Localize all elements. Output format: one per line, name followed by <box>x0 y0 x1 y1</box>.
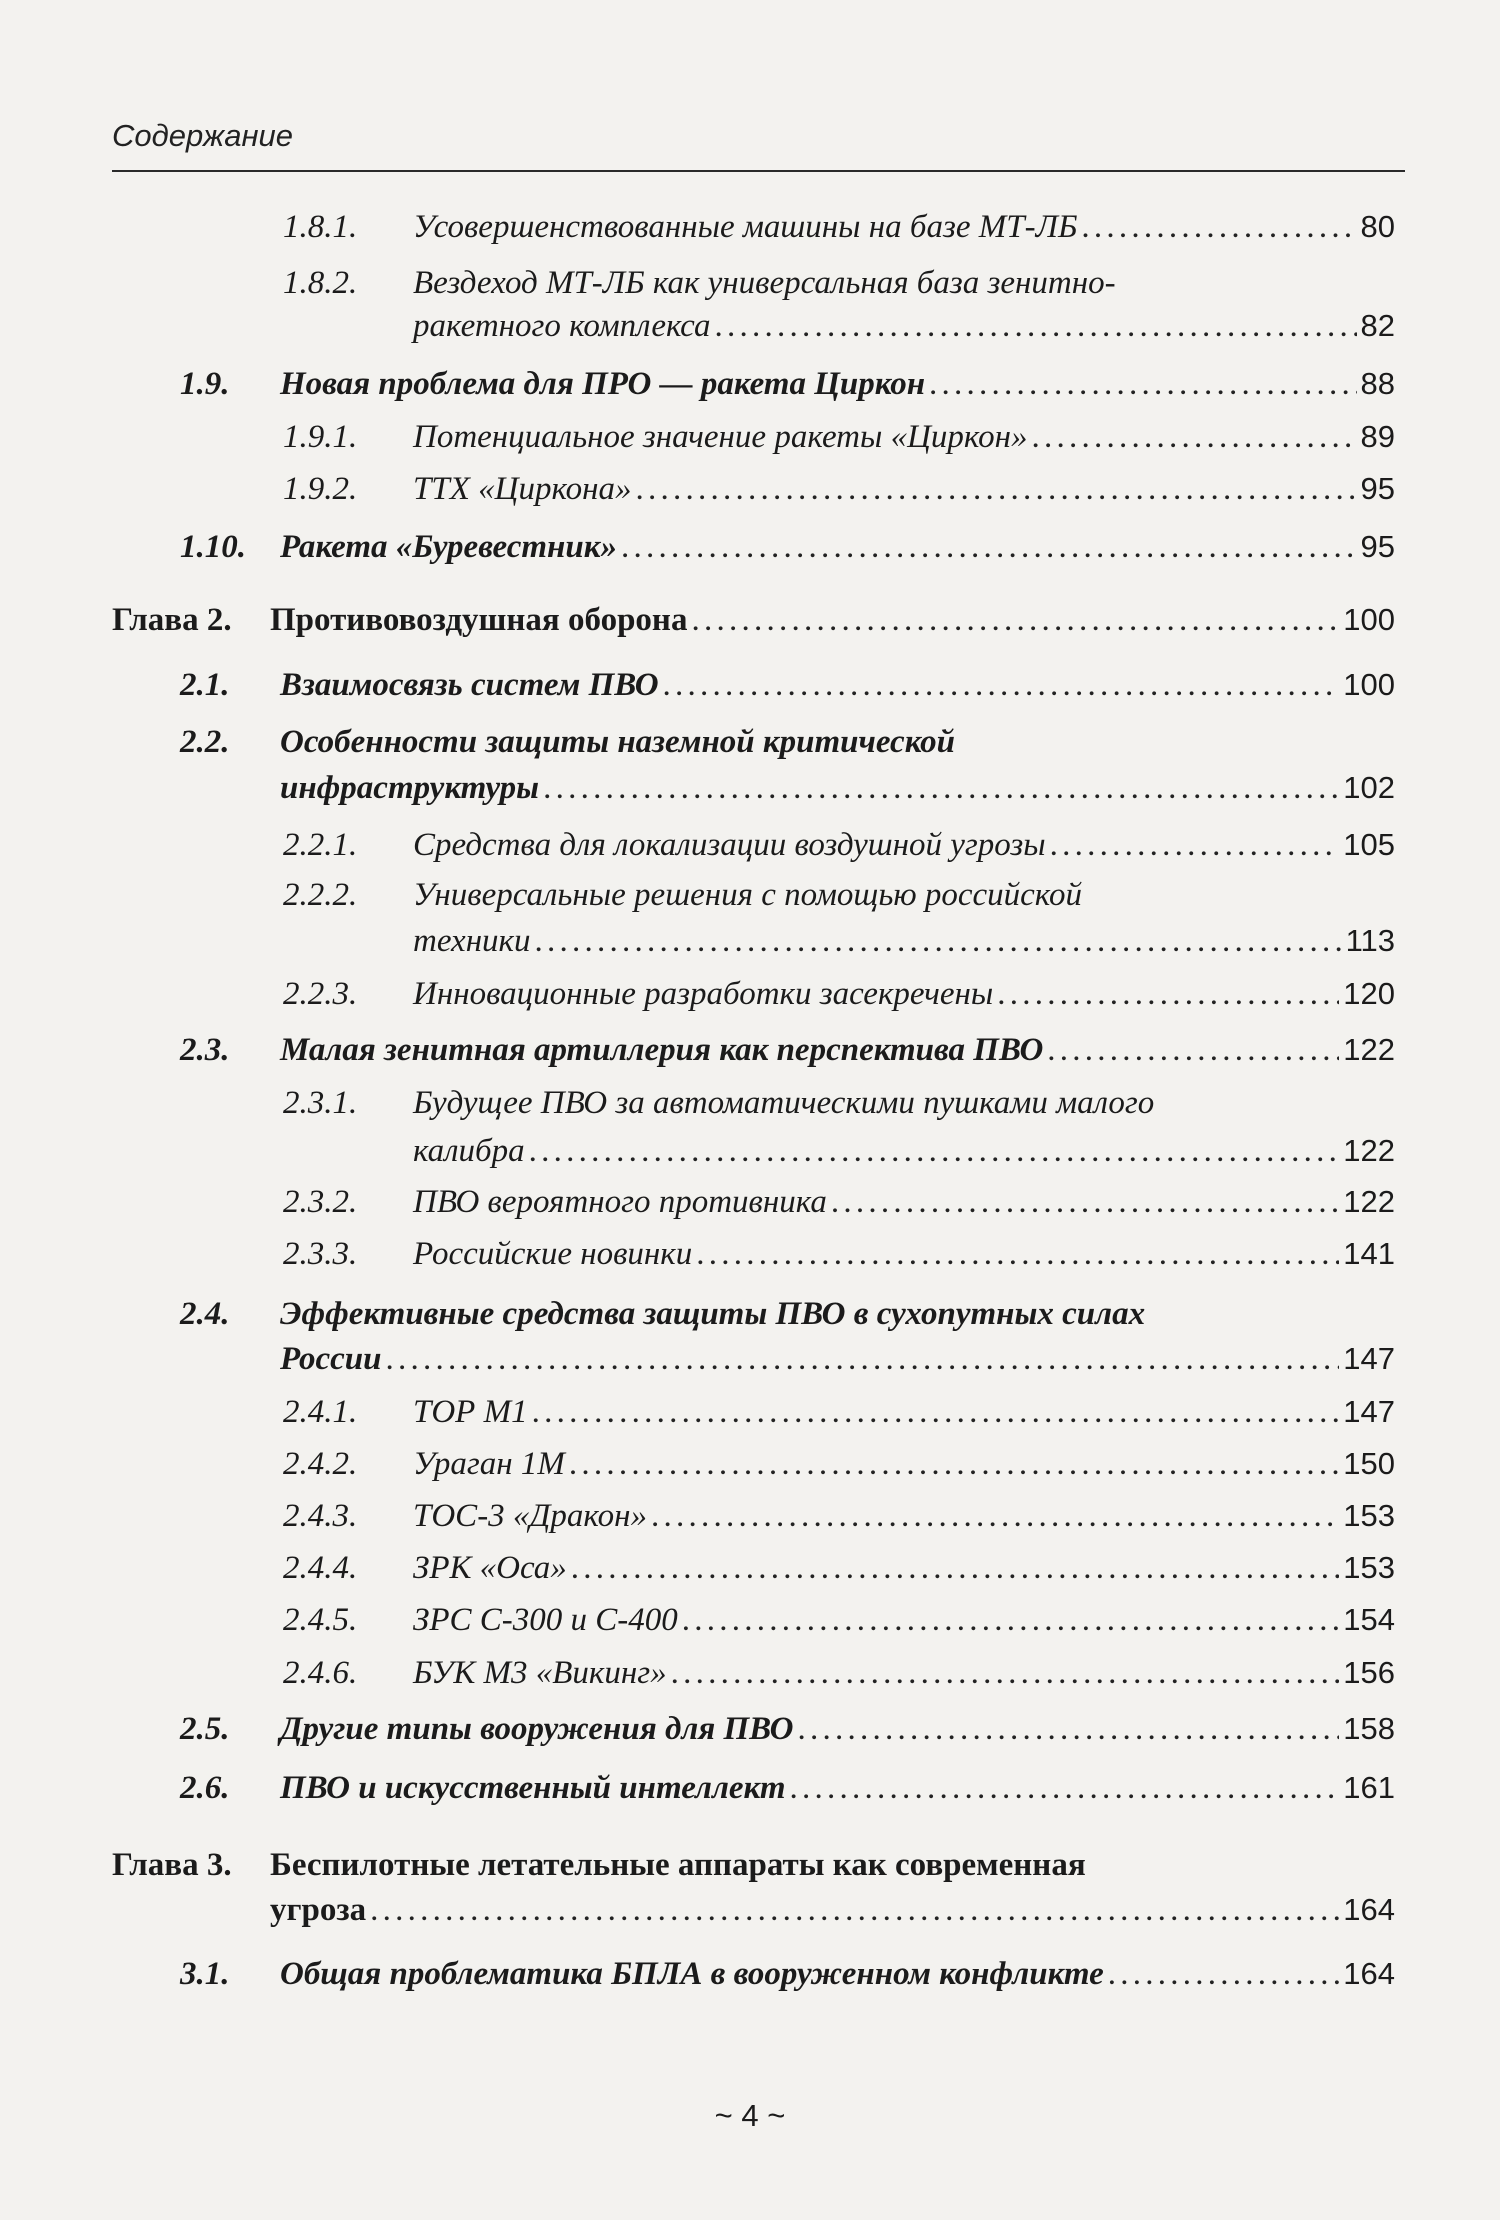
toc-entry <box>180 1956 1395 1998</box>
toc-entry <box>283 1550 1395 1592</box>
toc-entry <box>180 1770 1395 1812</box>
toc-number: 2.3.2. <box>283 1184 358 1220</box>
dot-leader <box>714 308 1356 345</box>
toc-entry <box>283 209 1395 251</box>
toc-number: 1.10. <box>180 529 246 565</box>
toc-page-number: 82 <box>1360 308 1395 343</box>
toc-title: Новая проблема для ПРО — ракета Циркон <box>280 366 926 402</box>
toc-entry <box>283 827 1395 869</box>
dot-leader <box>1050 827 1340 864</box>
toc-title: техники <box>413 923 531 959</box>
toc-page-number: 122 <box>1343 1133 1395 1168</box>
toc-entry <box>270 1892 1395 1934</box>
toc-title: Универсальные решения с помощью российской <box>413 877 1082 913</box>
toc-number: 1.9. <box>180 366 230 402</box>
toc-title: Средства для локализации воздушной угрозы <box>413 827 1046 863</box>
toc-number: Глава 3. <box>112 1847 232 1883</box>
toc-number: 2.6. <box>180 1770 230 1806</box>
toc-entry <box>283 976 1395 1018</box>
toc-title: Инновационные разработки засекречены <box>413 976 994 1012</box>
toc-number: 2.3.3. <box>283 1236 358 1272</box>
toc-page-number: 95 <box>1360 529 1395 564</box>
toc-number: 2.5. <box>180 1711 230 1747</box>
toc-page-number: 89 <box>1360 419 1395 454</box>
dot-leader <box>671 1655 1340 1692</box>
toc-entry <box>413 308 1395 350</box>
toc-title: ЗРС С-300 и С-400 <box>413 1602 678 1638</box>
toc-entry <box>283 1394 1395 1436</box>
dot-leader <box>1047 1032 1339 1069</box>
running-header: Содержание <box>112 118 294 153</box>
toc-page-number: 120 <box>1343 976 1395 1011</box>
dot-leader <box>532 1394 1340 1431</box>
toc-title: ракетного комплекса <box>413 308 711 344</box>
dot-leader <box>691 602 1339 639</box>
toc-number: 2.1. <box>180 667 230 703</box>
dot-leader <box>1108 1956 1340 1993</box>
toc-page-number: 153 <box>1343 1498 1395 1533</box>
dot-leader <box>385 1341 1339 1378</box>
toc-entry <box>283 1085 1395 1127</box>
toc-page-number: 150 <box>1343 1446 1395 1481</box>
toc-number: 2.2.3. <box>283 976 358 1012</box>
toc-number: 2.4.1. <box>283 1394 358 1430</box>
toc-page-number: 147 <box>1343 1341 1395 1376</box>
toc-title: Ураган 1М <box>413 1446 565 1482</box>
dot-leader <box>1031 419 1356 456</box>
toc-number: 1.9.1. <box>283 419 358 455</box>
toc-title: Общая проблематика БПЛА в вооруженном конфликте <box>280 1956 1104 1992</box>
toc-number: 2.2.2. <box>283 877 358 913</box>
toc-number: 2.3.1. <box>283 1085 358 1121</box>
toc-page-number: 113 <box>1345 923 1395 958</box>
toc-entry <box>283 419 1395 461</box>
toc-entry <box>180 1296 1395 1338</box>
dot-leader <box>997 976 1339 1013</box>
toc-page-number: 156 <box>1343 1655 1395 1690</box>
dot-leader <box>370 1892 1339 1929</box>
toc-entry <box>180 1032 1395 1074</box>
toc-title: ЗРК «Оса» <box>413 1550 567 1586</box>
toc-title: Потенциальное значение ракеты «Циркон» <box>413 419 1028 455</box>
toc-title: России <box>280 1341 382 1377</box>
toc-page-number: 141 <box>1343 1236 1395 1271</box>
toc-page-number: 164 <box>1343 1956 1395 1991</box>
toc-page-number: 154 <box>1343 1602 1395 1637</box>
dot-leader <box>797 1711 1339 1748</box>
toc-entry <box>283 1184 1395 1226</box>
toc-page-number: 153 <box>1343 1550 1395 1585</box>
toc-page-number: 100 <box>1343 602 1395 637</box>
dot-leader <box>569 1446 1339 1483</box>
toc-entry <box>413 1133 1395 1175</box>
toc-title: Эффективные средства защиты ПВО в сухопутных силах <box>280 1296 1146 1332</box>
toc-number: 2.4.5. <box>283 1602 358 1638</box>
dot-leader <box>682 1602 1340 1639</box>
toc-entry <box>283 471 1395 513</box>
dot-leader <box>1081 209 1356 246</box>
dot-leader <box>929 366 1357 403</box>
toc-title: Российские новинки <box>413 1236 693 1272</box>
toc-number: 2.4. <box>180 1296 230 1332</box>
toc-title: угроза <box>270 1892 367 1928</box>
toc-title: инфраструктуры <box>280 770 540 806</box>
toc-title: Противовоздушная оборона <box>270 602 688 638</box>
toc-number: 2.2.1. <box>283 827 358 863</box>
toc-entry <box>112 1847 1395 1889</box>
toc-number: 1.8.1. <box>283 209 358 245</box>
toc-number: 2.3. <box>180 1032 230 1068</box>
toc-page-number: 102 <box>1343 770 1395 805</box>
toc-title: Усовершенствованные машины на базе МТ-ЛБ <box>413 209 1078 245</box>
toc-entry <box>283 1446 1395 1488</box>
toc-number: 2.4.4. <box>283 1550 358 1586</box>
toc-entry <box>112 602 1395 644</box>
toc-title: Взаимосвязь систем ПВО <box>280 667 659 703</box>
toc-number: 2.2. <box>180 724 230 760</box>
toc-title: Ракета «Буревестник» <box>280 529 617 565</box>
toc-entry <box>280 1341 1395 1383</box>
toc-number: 2.4.3. <box>283 1498 358 1534</box>
toc-entry <box>413 923 1395 965</box>
dot-leader <box>543 770 1339 807</box>
toc-title: Особенности защиты наземной критической <box>280 724 956 760</box>
toc-title: Малая зенитная артиллерия как перспектива ПВО <box>280 1032 1044 1068</box>
dot-leader <box>663 667 1340 704</box>
toc-title: БУК М3 «Викинг» <box>413 1655 667 1691</box>
toc-page-number: 95 <box>1360 471 1395 506</box>
dot-leader <box>529 1133 1340 1170</box>
dot-leader <box>571 1550 1339 1587</box>
toc-number: 1.9.2. <box>283 471 358 507</box>
toc-page-number: 88 <box>1360 366 1395 401</box>
toc-title: Будущее ПВО за автоматическими пушками малого <box>413 1085 1155 1121</box>
toc-entry <box>283 1655 1395 1697</box>
toc-entry <box>180 724 1395 766</box>
dot-leader <box>636 471 1357 508</box>
toc-title: ПВО вероятного противника <box>413 1184 827 1220</box>
toc-number: 2.4.2. <box>283 1446 358 1482</box>
page-number: ~ 4 ~ <box>714 2098 786 2133</box>
dot-leader <box>621 529 1357 566</box>
dot-leader <box>790 1770 1340 1807</box>
toc-entry <box>180 667 1395 709</box>
toc-entry <box>280 770 1395 812</box>
toc-entry <box>283 265 1395 307</box>
toc-number: 1.8.2. <box>283 265 358 301</box>
dot-leader <box>831 1184 1339 1221</box>
toc-page-number: 100 <box>1343 667 1395 702</box>
dot-leader <box>535 923 1342 960</box>
toc-title: ТОР М1 <box>413 1394 528 1430</box>
dot-leader <box>696 1236 1339 1273</box>
toc-entry <box>180 1711 1395 1753</box>
toc-entry <box>283 1498 1395 1540</box>
toc-title: ТОС-3 «Дракон» <box>413 1498 647 1534</box>
toc-page-number: 147 <box>1343 1394 1395 1429</box>
toc-number: 2.4.6. <box>283 1655 358 1691</box>
toc-entry <box>180 529 1395 571</box>
toc-title: ТТХ «Циркона» <box>413 471 632 507</box>
dot-leader <box>651 1498 1339 1535</box>
toc-title: ПВО и искусственный интеллект <box>280 1770 786 1806</box>
toc-number: 3.1. <box>180 1956 230 1992</box>
toc-page-number: 164 <box>1343 1892 1395 1927</box>
toc-page-number: 161 <box>1343 1770 1395 1805</box>
toc-title: Другие типы вооружения для ПВО <box>280 1711 794 1747</box>
toc-title: Беспилотные летательные аппараты как современная <box>270 1847 1086 1883</box>
toc-page-number: 122 <box>1343 1184 1395 1219</box>
toc-title: Вездеход МТ-ЛБ как универсальная база зенитно- <box>413 265 1116 301</box>
toc-entry <box>283 1236 1395 1278</box>
toc-page-number: 122 <box>1343 1032 1395 1067</box>
toc-page-number: 105 <box>1343 827 1395 862</box>
toc-entry <box>283 1602 1395 1644</box>
toc-entry <box>180 366 1395 408</box>
toc-page-number: 80 <box>1360 209 1395 244</box>
toc-entry <box>283 877 1395 919</box>
toc-number: Глава 2. <box>112 602 232 638</box>
toc-title: калибра <box>413 1133 525 1169</box>
toc-page-number: 158 <box>1343 1711 1395 1746</box>
